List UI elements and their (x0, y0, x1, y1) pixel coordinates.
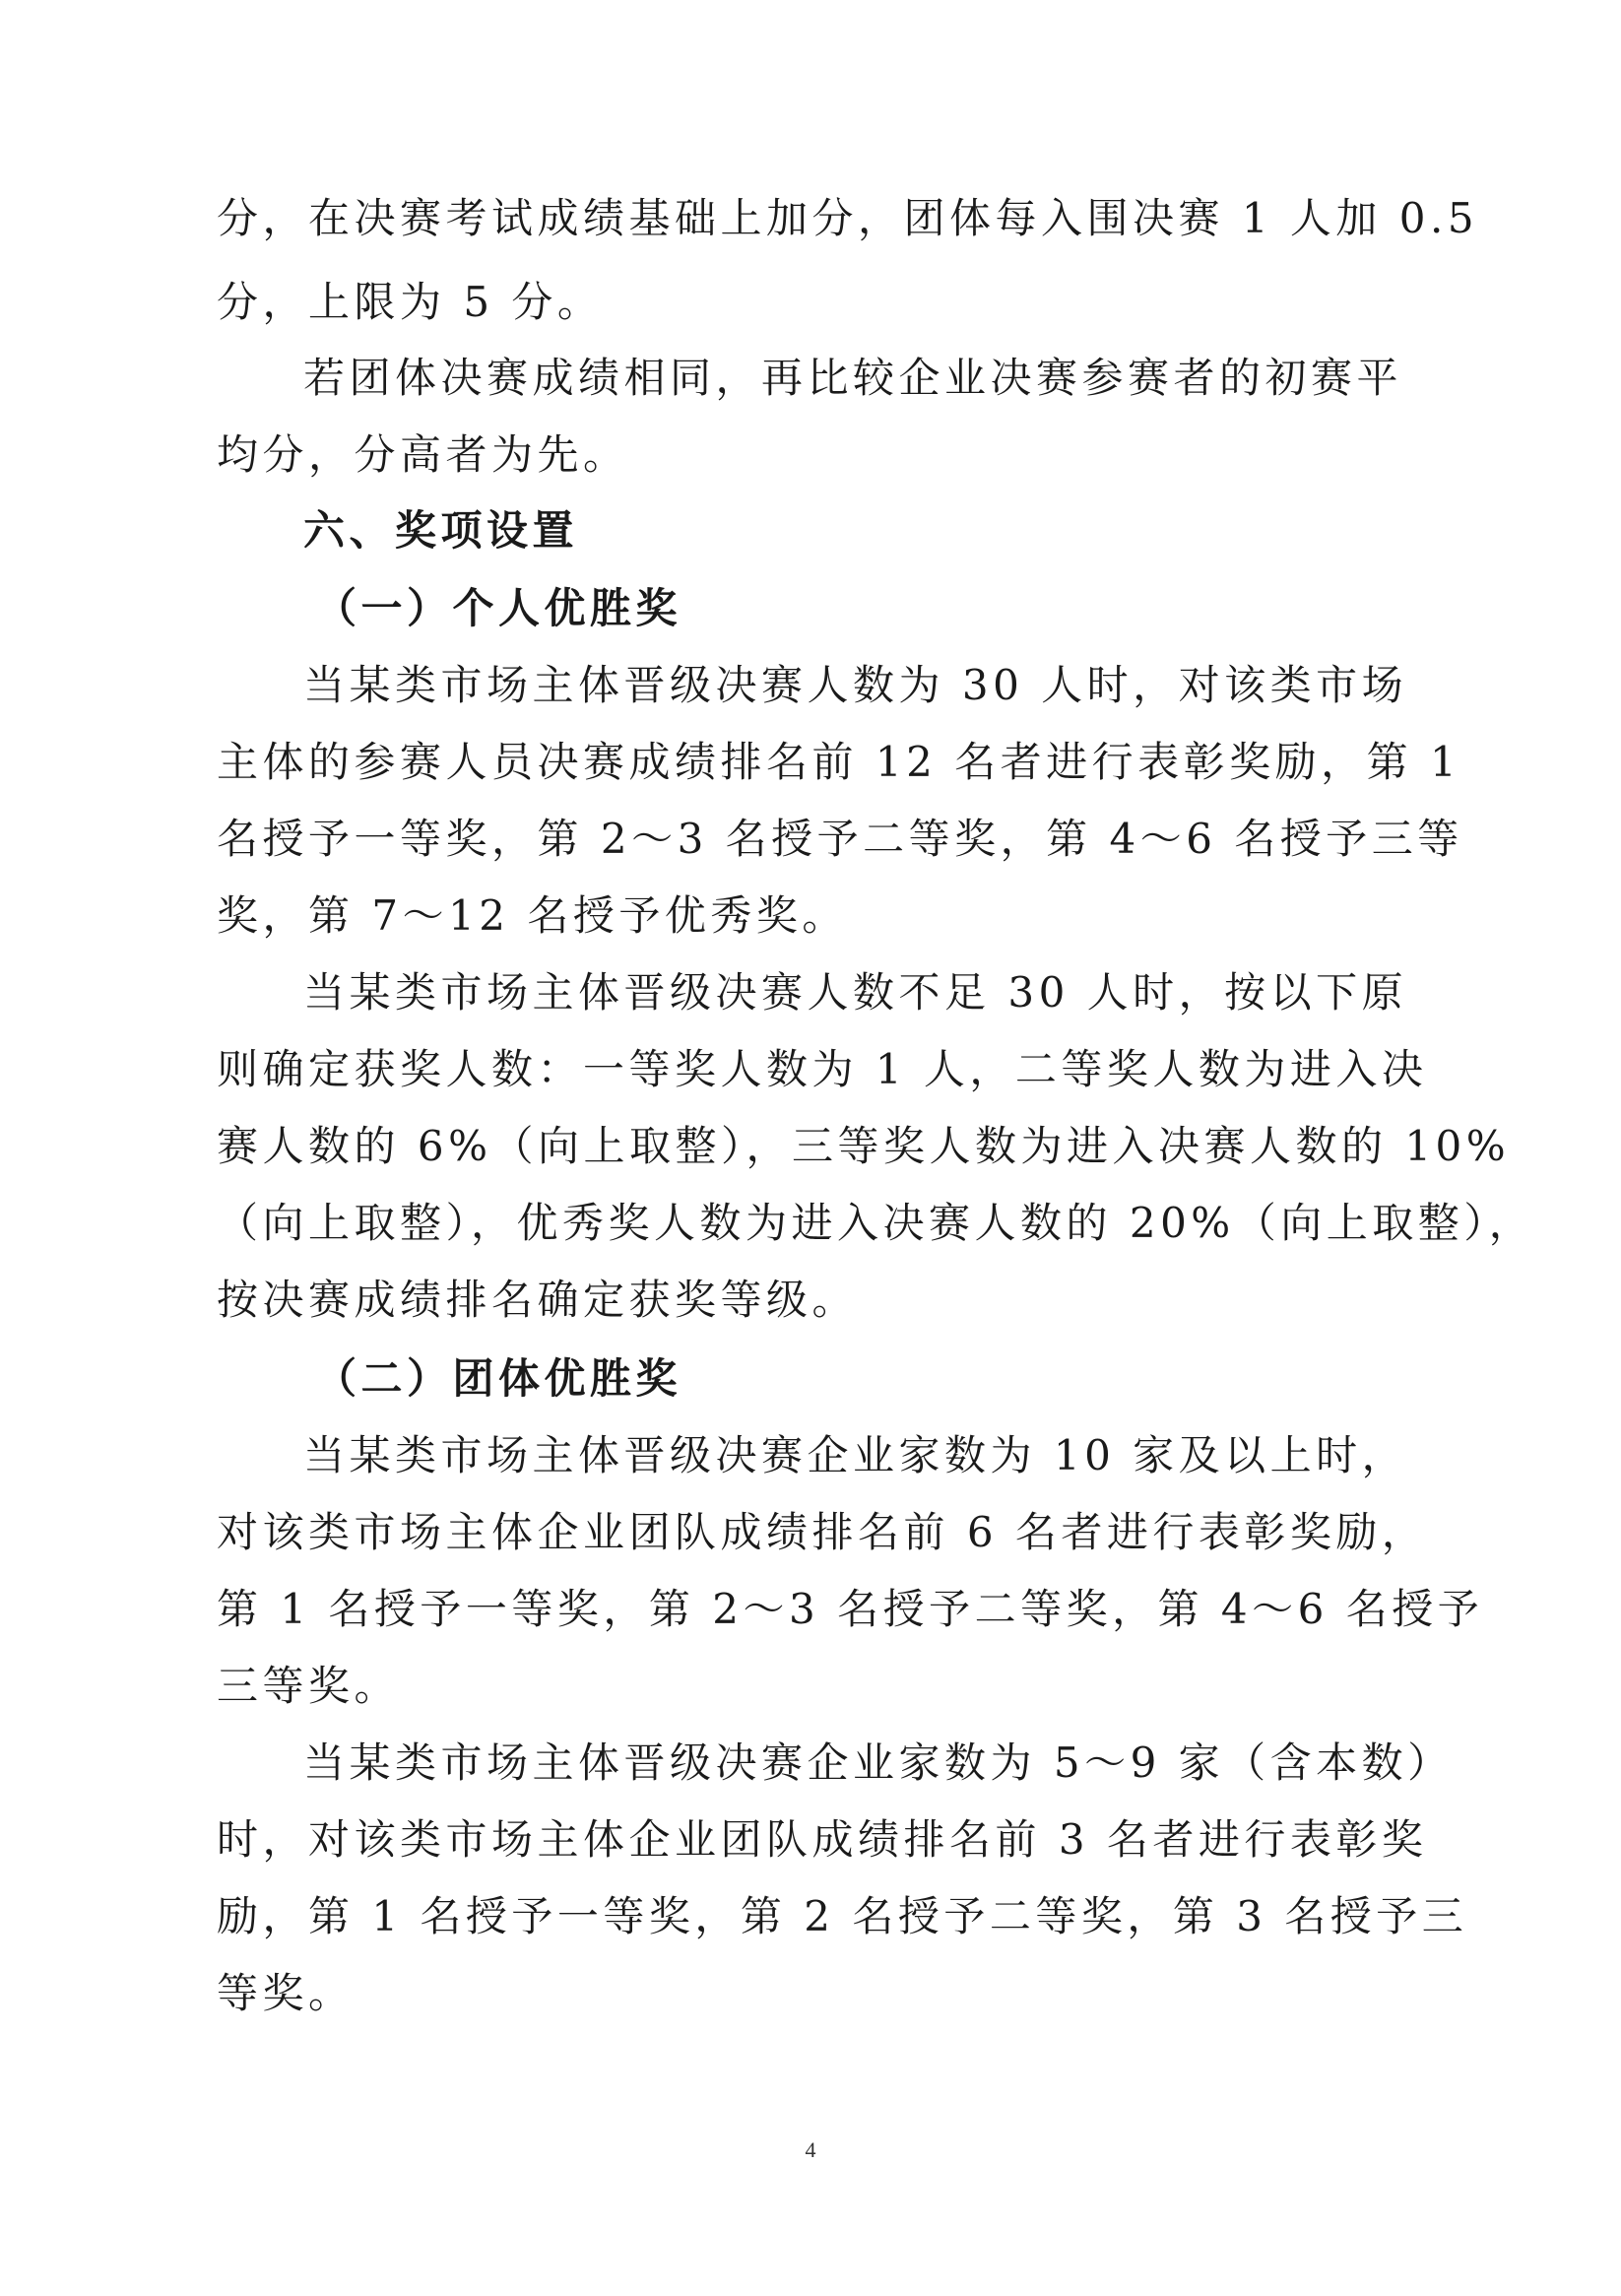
paragraph-line: 按决赛成绩排名确定获奖等级。 (217, 1276, 859, 1324)
paragraph-line: 当某类市场主体晋级决赛企业家数为 10 家及以上时， (303, 1431, 1408, 1479)
paragraph-line: 分，在决赛考试成绩基础上加分，团体每入围决赛 1 人加 0.5 (217, 194, 1479, 242)
paragraph-line: 若团体决赛成绩相同，再比较企业决赛参赛者的初赛平 (303, 354, 1403, 402)
paragraph-line: 赛人数的 6%（向上取整），三等奖人数为进入决赛人数的 10% (217, 1122, 1511, 1170)
paragraph-line: 等奖。 (217, 1969, 355, 2017)
section-heading: 六、奖项设置 (303, 506, 579, 555)
paragraph-line: 对该类市场主体企业团队成绩排名前 6 名者进行表彰奖励， (217, 1508, 1428, 1556)
paragraph-line: 均分，分高者为先。 (217, 430, 629, 479)
paragraph-line: 励，第 1 名授予一等奖，第 2 名授予二等奖，第 3 名授予三 (217, 1892, 1468, 1940)
paragraph-line: （向上取整），优秀奖人数为进入决赛人数的 20%（向上取整）， (217, 1199, 1535, 1247)
paragraph-line: 当某类市场主体晋级决赛人数为 30 人时，对该类市场 (303, 661, 1408, 709)
paragraph-line: 时，对该类市场主体企业团队成绩排名前 3 名者进行表彰奖 (217, 1815, 1428, 1864)
paragraph-line: 则确定获奖人数：一等奖人数为 1 人，二等奖人数为进入决 (217, 1045, 1428, 1093)
paragraph-line: 当某类市场主体晋级决赛人数不足 30 人时，按以下原 (303, 968, 1408, 1017)
paragraph-line: 三等奖。 (217, 1662, 401, 1710)
paragraph-line: 当某类市场主体晋级决赛企业家数为 5～9 家（含本数） (303, 1738, 1454, 1787)
paragraph-line: 分，上限为 5 分。 (217, 278, 604, 326)
paragraph-line: 主体的参赛人员决赛成绩排名前 12 名者进行表彰奖励，第 1 (217, 738, 1461, 786)
subsection-heading: （一）个人优胜奖 (315, 584, 682, 632)
page-number: 4 (805, 2137, 816, 2162)
paragraph-line: 名授予一等奖，第 2～3 名授予二等奖，第 4～6 名授予三等 (217, 815, 1463, 863)
subsection-heading: （二）团体优胜奖 (315, 1354, 682, 1403)
paragraph-line: 奖，第 7～12 名授予优秀奖。 (217, 891, 848, 940)
paragraph-line: 第 1 名授予一等奖，第 2～3 名授予二等奖，第 4～6 名授予 (217, 1585, 1484, 1633)
